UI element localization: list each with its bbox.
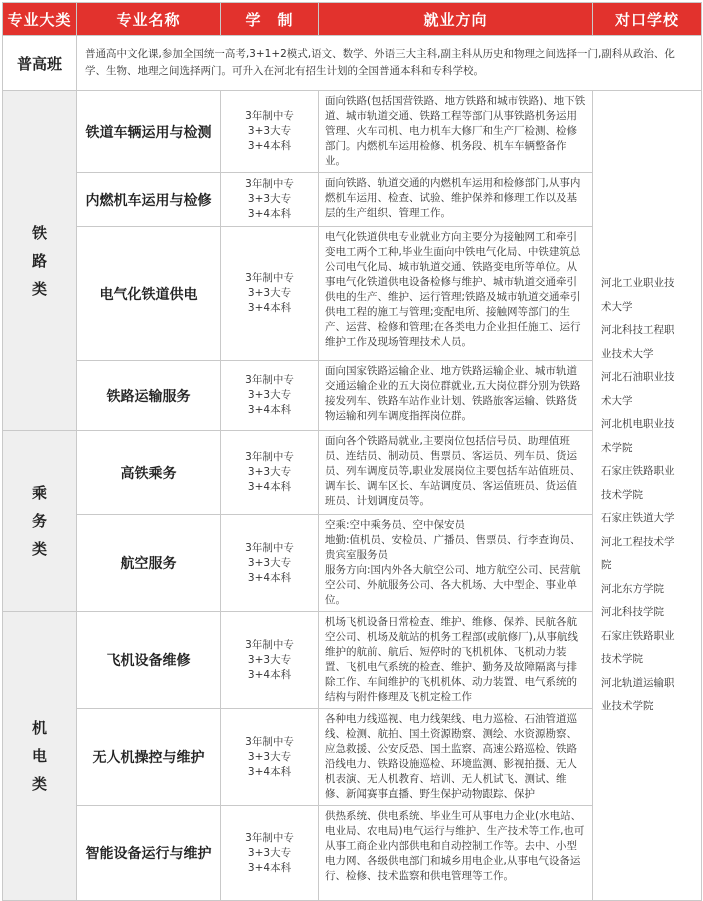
school-line: 石家庄铁路职业 xyxy=(601,629,675,642)
duration-line: 3年制中专 xyxy=(245,374,294,386)
school-line: 技术学院 xyxy=(601,653,643,666)
category-char: 电 xyxy=(31,747,47,765)
major-direction: 面向各个铁路局就业,主要岗位包括信号员、助理值班员、连结员、制动员、售票员、客运员、列车员、货运员、列车调度员等,职业发展岗位主要包括车站值班员、调车长、调车区长、车站调度员、客运值班员、货运值班员、计划调度员等。 xyxy=(319,431,593,515)
major-duration xyxy=(221,612,319,709)
major-name: 航空服务 xyxy=(77,515,221,612)
duration-line: 3年制中专 xyxy=(245,735,294,748)
major-direction: 各种电力线巡视、电力线架线、电力巡检、石油管道巡线、检测、航拍、国土资源勘察、测绘、水资源勘察、应急救援、公安反恐、国土监察、高速公路巡检、铁路沿线电力、铁路设施巡检、环境监测、影视拍摄、无人机表演、无人机教育、培训、无人机试飞、测试、维修、新闻赛事直播、野生保护动物跟踪、保护 xyxy=(319,709,593,806)
major-duration xyxy=(221,806,319,901)
category-char: 类 xyxy=(31,775,47,793)
major-direction: 面向铁路(包括国营铁路、地方铁路和城市铁路)、地下铁道、城市轨道交通、铁路工程等部门从事铁路机务运用管理、火车司机、电力机车大修厂和生产厂检测、检修部门。内燃机车运用检修、机务段、机车车辆整备作业。 xyxy=(319,91,593,173)
major-name: 铁路运输服务 xyxy=(77,361,221,431)
school-line: 业技术学院 xyxy=(601,700,654,713)
school-line: 术大学 xyxy=(601,300,633,313)
header-direction: 就业方向 xyxy=(319,3,593,36)
major-name: 铁道车辆运用与检测 xyxy=(77,91,221,173)
schools-cell xyxy=(593,91,702,901)
category-char: 务 xyxy=(31,512,47,530)
school-line: 河北科技工程职 xyxy=(601,324,675,337)
school-line: 石家庄铁路职业 xyxy=(601,465,675,478)
major-duration xyxy=(221,431,319,515)
school-line: 石家庄铁道大学 xyxy=(601,512,675,525)
duration-line: 3+4本科 xyxy=(247,571,292,584)
category-char: 机 xyxy=(31,719,47,737)
major-duration xyxy=(221,361,319,431)
duration-line: 3+3大专 xyxy=(247,750,292,763)
school-line: 业技术大学 xyxy=(601,347,654,360)
category-char: 铁 xyxy=(31,223,47,242)
general-intro: 普通高中文化课,参加全国统一高考,3+1+2模式,语文、数学、外语三大主科,副主科从历史和物理之间选择一门,副科从政治、化学、生物、地理之间选择两门。可升入在河北有招生计划的全国普通本科和专科学校。 xyxy=(77,36,702,91)
duration-line: 3+3大专 xyxy=(247,653,292,666)
duration-line: 3年制中专 xyxy=(245,638,294,651)
duration-line: 3+4本科 xyxy=(247,481,292,493)
duration-line: 3+3大专 xyxy=(247,846,292,859)
major-name: 高铁乘务 xyxy=(77,431,221,515)
duration-line: 3年制中专 xyxy=(245,110,294,122)
header-major: 专业名称 xyxy=(77,3,221,36)
major-direction: 面向铁路、轨道交通的内燃机车运用和检修部门,从事内燃机车运用、检查、试验、维护保养和修理工作以及基层的生产组织、管理工作。 xyxy=(319,173,593,227)
header-row xyxy=(3,3,702,36)
direction-line: 空乘:空中乘务员、空中保安员 xyxy=(325,519,466,531)
major-name: 无人机操控与维护 xyxy=(77,709,221,806)
school-line: 河北工业职业技 xyxy=(601,277,675,290)
duration-line: 3年制中专 xyxy=(245,272,294,284)
school-line: 河北机电职业技 xyxy=(601,418,675,431)
duration-line: 3+3大专 xyxy=(247,193,292,205)
duration-line: 3+4本科 xyxy=(247,861,292,874)
category-char: 类 xyxy=(31,540,47,558)
category-char: 路 xyxy=(31,251,47,270)
duration-line: 3+4本科 xyxy=(247,404,292,416)
duration-line: 3+4本科 xyxy=(247,302,292,314)
major-name: 智能设备运行与维护 xyxy=(77,806,221,901)
major-duration xyxy=(221,227,319,361)
category-attendant xyxy=(3,431,77,612)
duration-line: 3+3大专 xyxy=(247,287,292,299)
duration-line: 3+3大专 xyxy=(247,556,292,569)
major-table xyxy=(2,2,702,901)
school-line: 术学院 xyxy=(601,441,633,454)
major-duration xyxy=(221,173,319,227)
school-line: 术大学 xyxy=(601,394,633,407)
category-char: 乘 xyxy=(31,484,47,502)
major-name: 内燃机车运用与检修 xyxy=(77,173,221,227)
header-category: 专业大类 xyxy=(3,3,77,36)
category-railway xyxy=(3,91,77,431)
school-line: 河北科技学院 xyxy=(601,606,664,619)
school-line: 院 xyxy=(601,559,612,572)
category-electromech xyxy=(3,612,77,901)
major-direction: 面向国家铁路运输企业、地方铁路运输企业、城市轨道交通运输企业的五大岗位群就业,五大岗位群分别为铁路接发列车、铁路车站作业计划、铁路旅客运输、铁路货物运输和列车调度指挥岗位群。 xyxy=(319,361,593,431)
duration-line: 3+4本科 xyxy=(247,140,292,152)
major-direction: 机场飞机设备日常检查、维护、维修、保养、民航各航空公司、机场及航站的机务工程部(或航修厂),从事航线维护的航前、航后、短停时的飞机机体、飞机动力装置、飞机电气系统的检查、维护、勤务及故障隔离与排除工作、车间维护的飞机机体、动力装置、电气系统的结构与附件修理及飞机定检工作 xyxy=(319,612,593,709)
major-duration xyxy=(221,709,319,806)
duration-line: 3+4本科 xyxy=(247,208,292,220)
category-char: 类 xyxy=(31,279,47,298)
duration-line: 3+3大专 xyxy=(247,125,292,137)
header-schools: 对口学校 xyxy=(593,3,702,36)
table-row xyxy=(3,91,702,173)
duration-line: 3+4本科 xyxy=(247,668,292,681)
school-line: 河北轨道运输职 xyxy=(601,676,675,689)
major-name: 飞机设备维修 xyxy=(77,612,221,709)
major-direction: 电气化铁道供电专业就业方向主要分为接触网工和牵引变电工两个工种,毕业生面向中铁电气化局、中铁建筑总公司电气化局、城市轨道交通、铁路变电所等单位。从事电气化铁道供电设备检修与维护、城市轨道交通牵引供电的生产、维护、运行管理;铁路及城市轨道交通牵引供电工程的施工与管理;变配电所、接触网等部门的生产、运营、检修和管理;在各类电力企业担任施工、运行维护工作及现场管理技术人员。 xyxy=(319,227,593,361)
major-duration xyxy=(221,515,319,612)
duration-line: 3+4本科 xyxy=(247,765,292,778)
general-row xyxy=(3,36,702,91)
duration-line: 3+3大专 xyxy=(247,389,292,401)
direction-line: 服务方向:国内外各大航空公司、地方航空公司、民营航空公司、外航服务公司、各大机场、大中型企、事业单位。 xyxy=(325,564,581,606)
school-line: 河北石油职业技 xyxy=(601,371,675,384)
header-duration: 学 制 xyxy=(221,3,319,36)
duration-line: 3年制中专 xyxy=(245,831,294,844)
major-name: 电气化铁道供电 xyxy=(77,227,221,361)
duration-line: 3年制中专 xyxy=(245,451,294,463)
duration-line: 3年制中专 xyxy=(245,178,294,190)
duration-line: 3+3大专 xyxy=(247,466,292,478)
school-line: 河北工程技术学 xyxy=(601,535,675,548)
school-line: 河北东方学院 xyxy=(601,582,664,595)
direction-line: 地勤:值机员、安检员、广播员、售票员、行李查询员、贵宾室服务员 xyxy=(325,534,581,561)
school-line: 技术学院 xyxy=(601,488,643,501)
general-category: 普高班 xyxy=(3,36,77,91)
major-direction: 供热系统、供电系统、毕业生可从事电力企业(水电站、电业局、农电局)电气运行与维护、生产技术等工作,也可从事工商企业内部供电和自动控制工作等。去中、小型电力网、各级供电部门和城乡用电企业,从事电气设备运行、检修、技术监察和供电管理等工作。 xyxy=(319,806,593,901)
major-duration xyxy=(221,91,319,173)
major-direction xyxy=(319,515,593,612)
duration-line: 3年制中专 xyxy=(245,541,294,554)
major-table-container xyxy=(2,2,701,882)
